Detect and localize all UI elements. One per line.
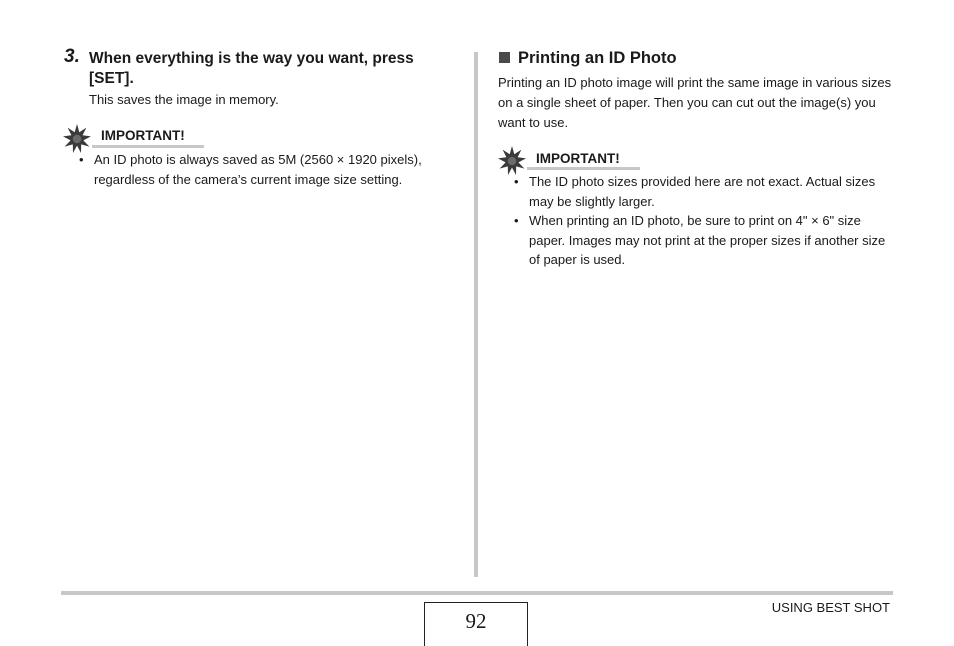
page-number: 92 bbox=[465, 609, 487, 633]
step-number: 3. bbox=[64, 46, 80, 67]
list-item: • The ID photo sizes provided here are not exact. Actual sizes may be slightly larger. bbox=[514, 172, 894, 211]
list-item: • When printing an ID photo, be sure to print on 4" × 6" size paper. Images may not print at the proper sizes if another size of paper is used. bbox=[514, 211, 894, 270]
important-label: IMPORTANT! bbox=[101, 128, 185, 143]
square-bullet-icon bbox=[499, 52, 510, 63]
footer-rule bbox=[61, 591, 893, 595]
important-label: IMPORTANT! bbox=[536, 151, 620, 166]
step-instruction: When everything is the way you want, press [SET]. bbox=[89, 50, 414, 87]
step-description: This saves the image in memory. bbox=[89, 92, 279, 107]
important-list bbox=[79, 150, 454, 189]
section-body: Printing an ID photo image will print the same image in various sizes on a single sheet of paper. Then you can cut out the image(s) you want to use. bbox=[498, 75, 892, 130]
footer-section-name: USING BEST SHOT bbox=[771, 600, 890, 615]
important-underline bbox=[527, 167, 640, 170]
section-title: Printing an ID Photo bbox=[518, 49, 677, 67]
important-underline bbox=[92, 145, 204, 148]
important-list bbox=[514, 172, 894, 270]
column-divider bbox=[474, 52, 478, 577]
list-item: • An ID photo is always saved as 5M (2560 × 1920 pixels), regardless of the camera’s current image size setting. bbox=[79, 150, 454, 189]
